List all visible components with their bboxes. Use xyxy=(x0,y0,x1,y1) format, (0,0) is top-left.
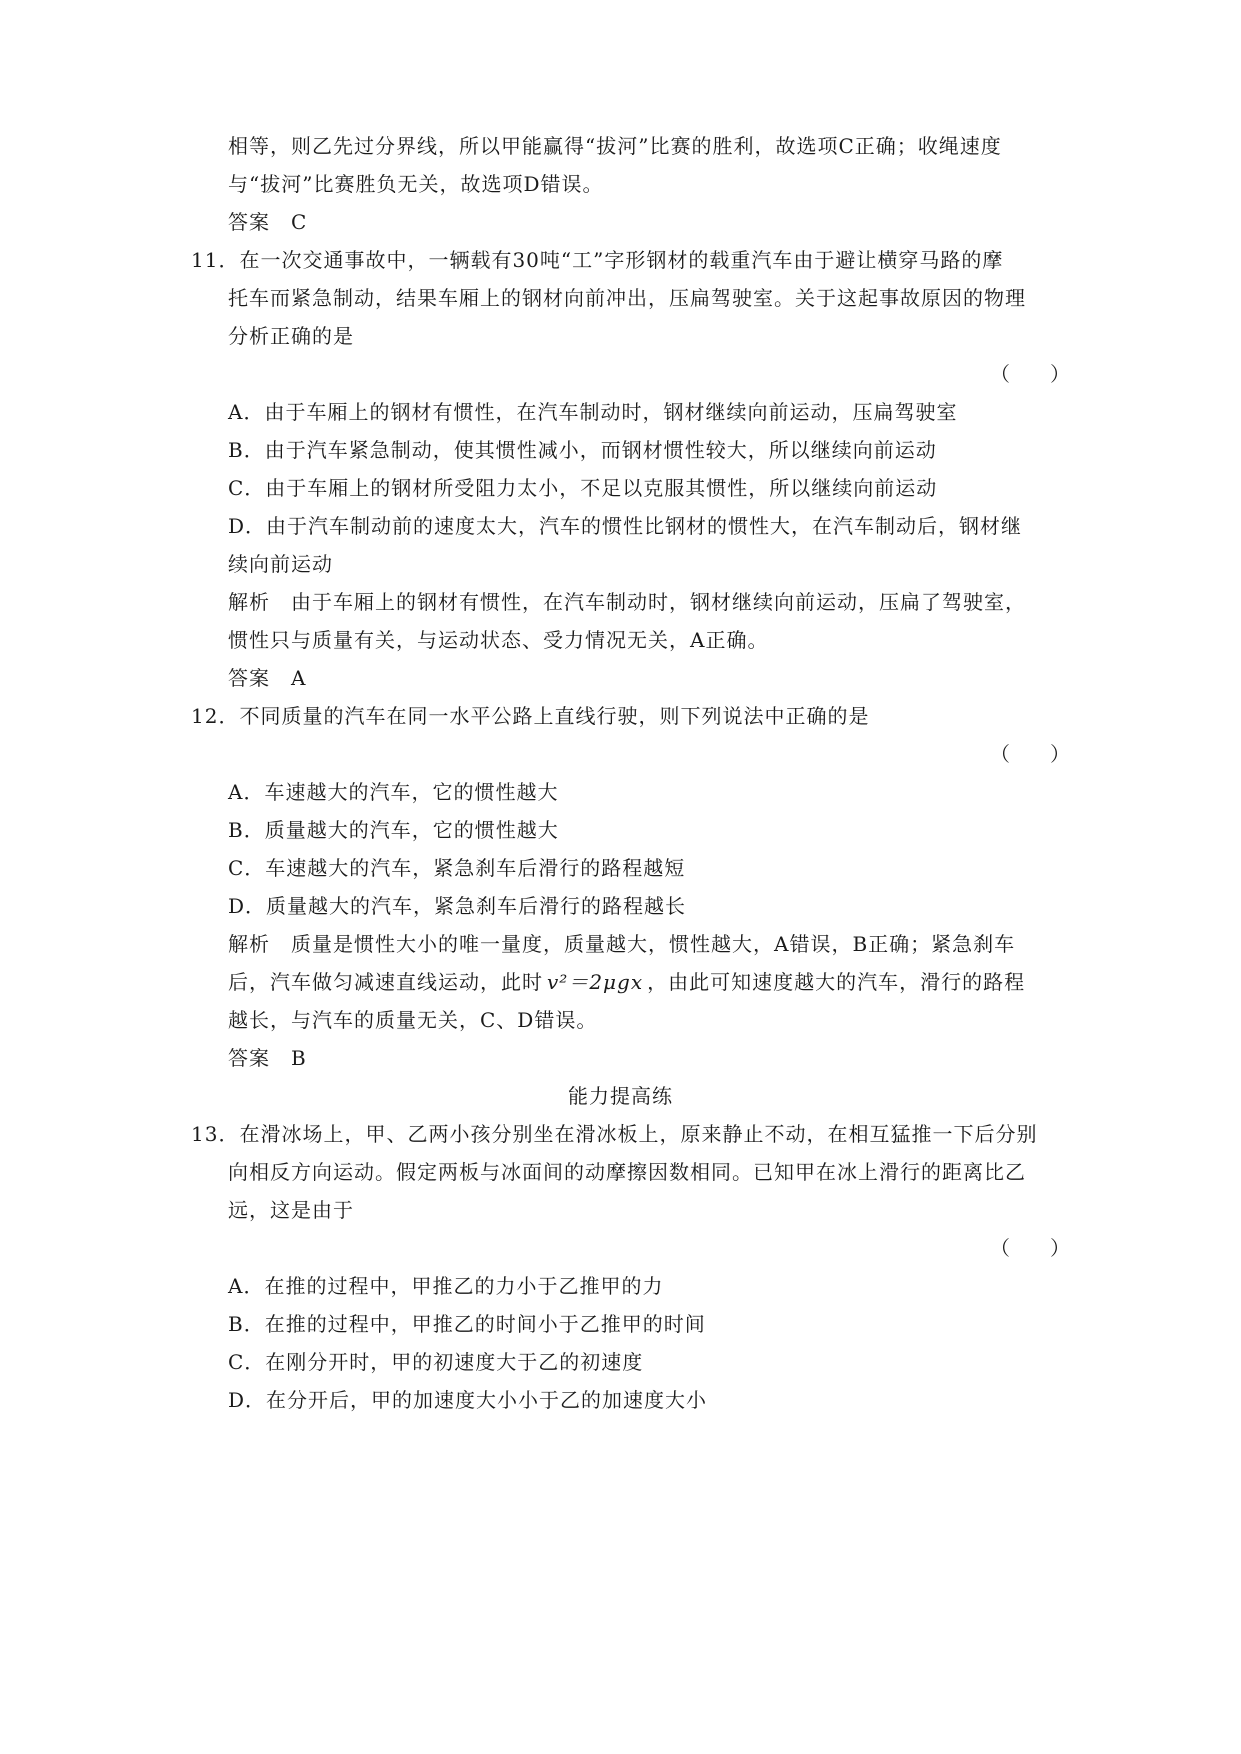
option-d: D．由于汽车制动前的速度太大，汽车的惯性比钢材的惯性大，在汽车制动后，钢材继 xyxy=(228,514,1023,538)
text-segment: ，由此可知速度越大的汽车，滑行的路程 xyxy=(647,970,1026,994)
text-line: 向相反方向运动。假定两板与冰面间的动摩擦因数相同。已知甲在冰上滑行的距离比乙 xyxy=(228,1160,1026,1184)
text-line: 相等，则乙先过分界线，所以甲能赢得“拔河”比赛的胜利，故选项C正确；收绳速度 xyxy=(228,134,1002,158)
formula: v²＝2μgx xyxy=(547,970,644,994)
analysis-line: 解析 质量是惯性大小的唯一量度，质量越大，惯性越大，A错误，B正确；紧急刹车 xyxy=(228,932,1016,956)
answer-line: 答案 B xyxy=(228,1046,307,1070)
option-d: D．在分开后，甲的加速度大小小于乙的加速度大小 xyxy=(228,1388,708,1412)
option-a: A．由于车厢上的钢材有惯性，在汽车制动时，钢材继续向前运动，压扁驾驶室 xyxy=(228,400,958,424)
option-c: C．由于车厢上的钢材所受阻力太小，不足以克服其惯性，所以继续向前运动 xyxy=(228,476,938,500)
question-13-stem: 13．在滑冰场上，甲、乙两小孩分别坐在滑冰板上，原来静止不动，在相互猛推一下后分别 xyxy=(191,1122,1038,1146)
answer-line: 答案 A xyxy=(228,666,307,690)
text-line xyxy=(228,968,1025,996)
text-line: 越长，与汽车的质量无关，C、D错误。 xyxy=(228,1008,598,1032)
question-11-stem: 11．在一次交通事故中，一辆载有30吨“工”字形钢材的载重汽车由于避让横穿马路的摩 xyxy=(191,248,1004,272)
section-heading: 能力提高练 xyxy=(568,1084,673,1108)
answer-blank: （ ） xyxy=(990,1236,1070,1260)
text-line: 续向前运动 xyxy=(228,552,333,576)
option-b: B．在推的过程中，甲推乙的时间小于乙推甲的时间 xyxy=(228,1312,706,1336)
analysis-line: 解析 由于车厢上的钢材有惯性，在汽车制动时，钢材继续向前运动，压扁了驾驶室， xyxy=(228,590,1026,614)
answer-blank: （ ） xyxy=(990,742,1070,766)
text-line: 远，这是由于 xyxy=(228,1198,354,1222)
text-line: 分析正确的是 xyxy=(228,324,354,348)
text-segment: 后，汽车做匀减速直线运动，此时 xyxy=(228,970,543,994)
answer-blank: （ ） xyxy=(990,362,1070,386)
option-a: A．车速越大的汽车，它的惯性越大 xyxy=(228,780,559,804)
text-line: 托车而紧急制动，结果车厢上的钢材向前冲出，压扁驾驶室。关于这起事故原因的物理 xyxy=(228,286,1026,310)
option-c: C．在刚分开时，甲的初速度大于乙的初速度 xyxy=(228,1350,644,1374)
text-line: 与“拔河”比赛胜负无关，故选项D错误。 xyxy=(228,172,604,196)
answer-line: 答案 C xyxy=(228,210,308,234)
text-line: 惯性只与质量有关，与运动状态、受力情况无关，A正确。 xyxy=(228,628,769,652)
question-12-stem: 12．不同质量的汽车在同一水平公路上直线行驶，则下列说法中正确的是 xyxy=(191,704,870,728)
option-b: B．质量越大的汽车，它的惯性越大 xyxy=(228,818,559,842)
option-c: C．车速越大的汽车，紧急刹车后滑行的路程越短 xyxy=(228,856,686,880)
option-b: B．由于汽车紧急制动，使其惯性减小，而钢材惯性较大，所以继续向前运动 xyxy=(228,438,937,462)
option-a: A．在推的过程中，甲推乙的力小于乙推甲的力 xyxy=(228,1274,664,1298)
option-d: D．质量越大的汽车，紧急刹车后滑行的路程越长 xyxy=(228,894,687,918)
